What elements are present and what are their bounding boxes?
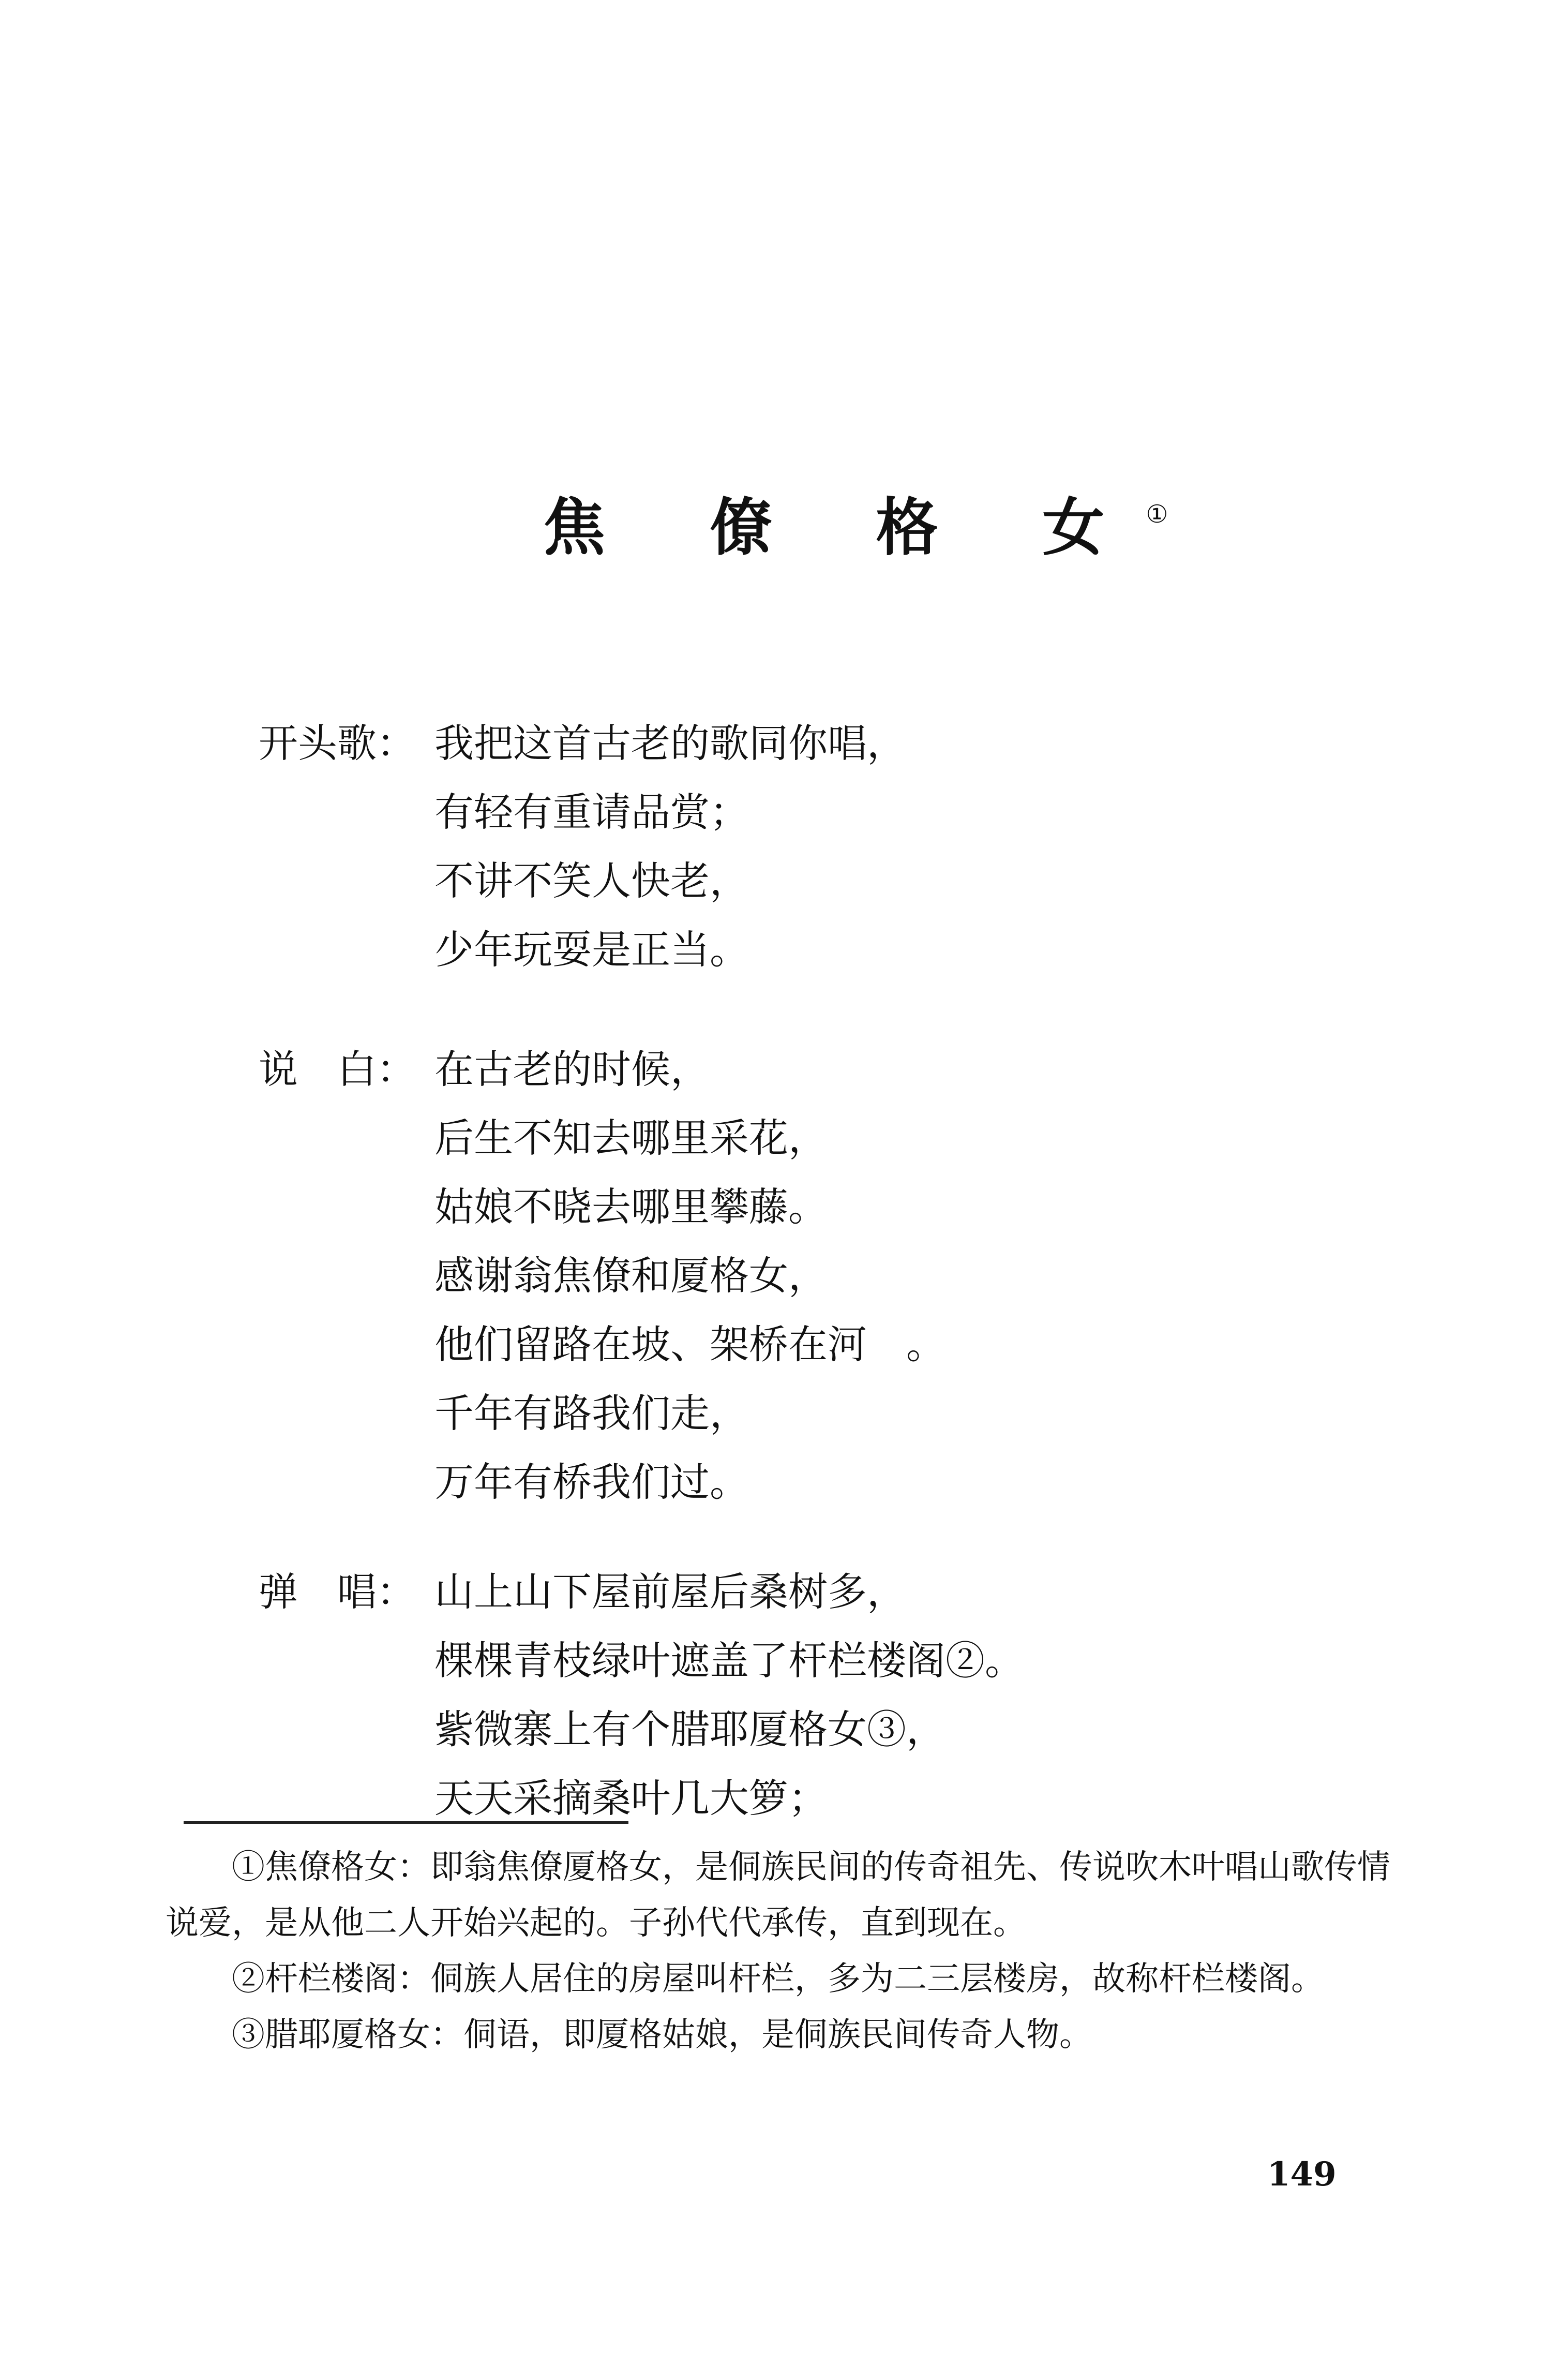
verse-line: 少年玩耍是正当。 bbox=[434, 927, 749, 973]
verse-line: 感谢翁焦僚和厦格女， bbox=[434, 1253, 828, 1299]
section-label: 说 白： bbox=[259, 1046, 416, 1092]
section-lines bbox=[434, 1035, 945, 1516]
verse-line: 天天采摘桑叶几大箩； bbox=[434, 1775, 828, 1821]
verse-line: 山上山下屋前屋后桑树多， bbox=[434, 1569, 906, 1615]
section-label: 弹 唱： bbox=[259, 1569, 416, 1615]
footnote-2: ②杆栏楼阁：侗族人居住的房屋叫杆栏，多为二三层楼房，故称杆栏楼阁。 bbox=[232, 1960, 1324, 1998]
title-footnote-marker: ① bbox=[1146, 500, 1168, 529]
verse-line: 紫微寨上有个腊耶厦格女③， bbox=[434, 1706, 945, 1752]
verse-line: 他们留路在坡、架桥在河 。 bbox=[434, 1321, 945, 1367]
verse-line: 千年有路我们走， bbox=[434, 1390, 749, 1436]
footnote-3: ③腊耶厦格女：侗语，即厦格姑娘，是侗族民间传奇人物。 bbox=[232, 2016, 1092, 2054]
verse-line: 有轻有重请品赏； bbox=[434, 789, 749, 835]
verse-line: 棵棵青枝绿叶遮盖了杆栏楼阁②。 bbox=[434, 1638, 1024, 1684]
verse-line: 万年有桥我们过。 bbox=[434, 1459, 749, 1505]
section-lines bbox=[434, 709, 906, 984]
footnote-divider bbox=[184, 1821, 628, 1824]
poem-title-text: 焦 僚 格 女 bbox=[543, 491, 1146, 564]
verse-line: 姑娘不晓去哪里攀藤。 bbox=[434, 1184, 828, 1230]
section-lines bbox=[434, 1557, 1024, 1833]
footnote-1: ①焦僚格女：即翁焦僚厦格女，是侗族民间的传奇祖先、传说吹木叶唱山歌传情说爱，是从他二人开始兴起的。子孙代代承传，直到现在。 bbox=[166, 1848, 1390, 1942]
verse-line: 我把这首古老的歌同你唱， bbox=[434, 720, 906, 766]
verse-line: 不讲不笑人快老， bbox=[434, 858, 749, 904]
poem-title bbox=[543, 491, 1168, 564]
footnotes bbox=[166, 1839, 1417, 2063]
verse-line: 后生不知去哪里采花， bbox=[434, 1115, 828, 1161]
section-label: 开头歌： bbox=[259, 720, 416, 766]
verse-line: 在古老的时候， bbox=[434, 1046, 710, 1092]
page-number: 149 bbox=[1267, 2155, 1337, 2194]
